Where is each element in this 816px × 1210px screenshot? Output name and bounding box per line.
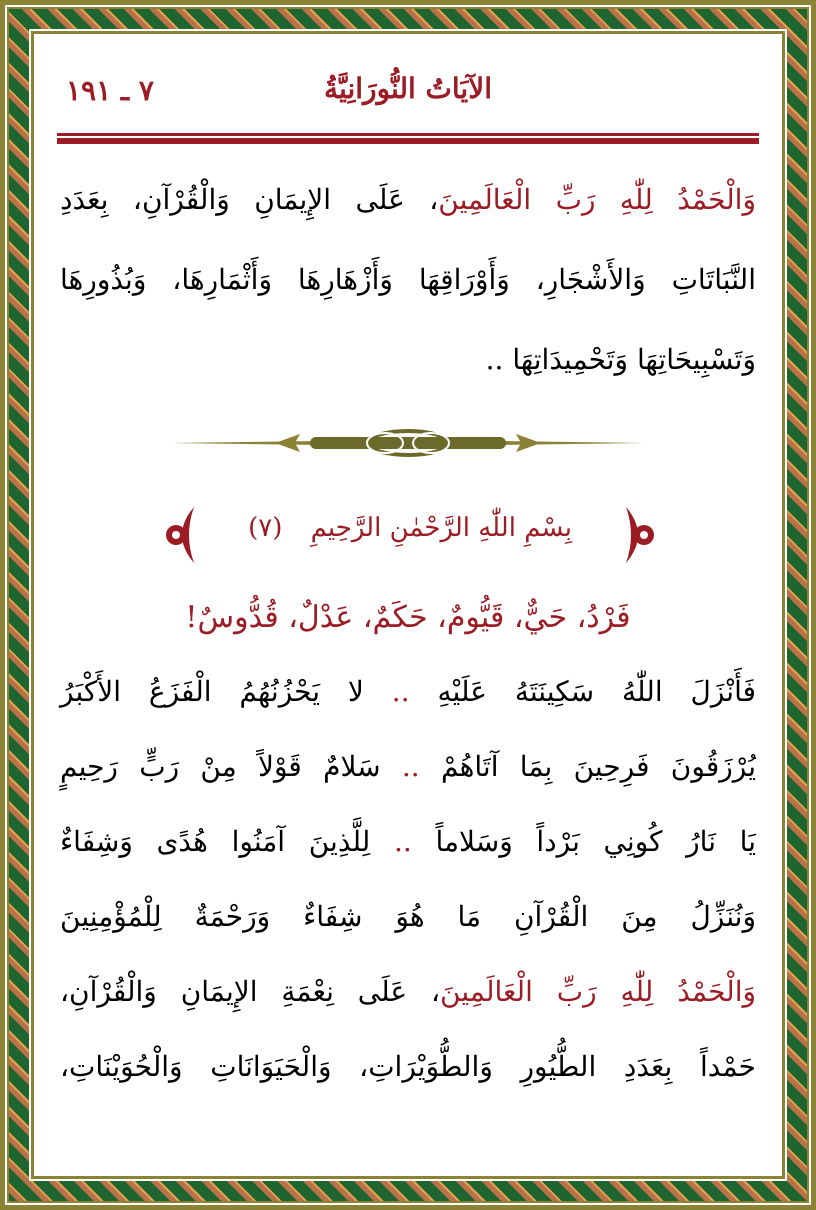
ornament-left-icon bbox=[160, 505, 200, 565]
header-rule bbox=[57, 133, 759, 136]
page-header bbox=[60, 72, 756, 116]
page-number: ٧ ـ ١٩١ bbox=[66, 74, 154, 107]
verse-line: وَنُنَزِّلُ مِنَ الْقُرْآنِ مَا هُوَ شِفَاءٌ وَرَحْمَةٌ لِلْمُؤْمِنِينَ bbox=[60, 900, 757, 933]
text-line: وَالْحَمْدُ لِلّٰهِ رَبِّ الْعَالَمِينَ، عَلَى نِعْمَةِ الإِيمَانِ وَالْقُرْآنِ، bbox=[60, 975, 756, 1008]
text-line: وَالْحَمْدُ لِلّٰهِ رَبِّ الْعَالَمِينَ، عَلَى الإِيمَانِ وَالْقُرْآنِ، بِعَدَدِ bbox=[60, 183, 756, 216]
text-line: النَّبَاتَاتِ وَالأَشْجَارِ، وَأَوْرَاقِهَا وَأَزْهَارِهَا وَأَثْمَارِهَا، وَبُذُورِهَا bbox=[60, 263, 756, 296]
section-number: (٧) bbox=[248, 513, 283, 543]
running-title: الآيَاتُ النُّورَانِيَّةُ bbox=[324, 72, 492, 105]
text-line: حَمْداً بِعَدَدِ الطُّيُورِ وَالطُّوَيْرَاتِ، وَالْحَيَوَانَاتِ وَالْحُوَيْنَاتِ، bbox=[60, 1050, 756, 1083]
verse-line: يَا نَارُ كُونِي بَرْداً وَسَلاماً .. لِلَّذِينَ آمَنُوا هُدًى وَشِفَاءٌ bbox=[60, 825, 757, 858]
basmala-text: بِسْمِ اللّٰهِ الرَّحْمٰنِ الرَّحِيمِ bbox=[310, 513, 572, 543]
verse-line: فَأَنْزَلَ اللّٰهُ سَكِينَتَهُ عَلَيْهِ .. لا يَحْزُنُهُمُ الْفَزَعُ الأَكْبَرُ bbox=[60, 675, 756, 708]
divine-names: فَرْدُ، حَيٌّ، قَيُّومٌ، حَكَمٌ، عَدْلٌ، قُدُّوسٌ! bbox=[185, 600, 631, 635]
verse-line: يُرْزَقُونَ فَرِحِينَ بِمَا آتَاهُمْ .. سَلامٌ قَوْلاً مِنْ رَبٍّ رَحِيمٍ bbox=[60, 750, 756, 783]
ornament-right-icon bbox=[620, 505, 660, 565]
header-rule bbox=[57, 138, 759, 144]
basmala-heading bbox=[160, 505, 660, 565]
text-line: وَتَسْبِيحَاتِهَا وَتَحْمِيدَاتِهَا .. bbox=[485, 343, 756, 376]
divider-ornament bbox=[170, 428, 646, 458]
